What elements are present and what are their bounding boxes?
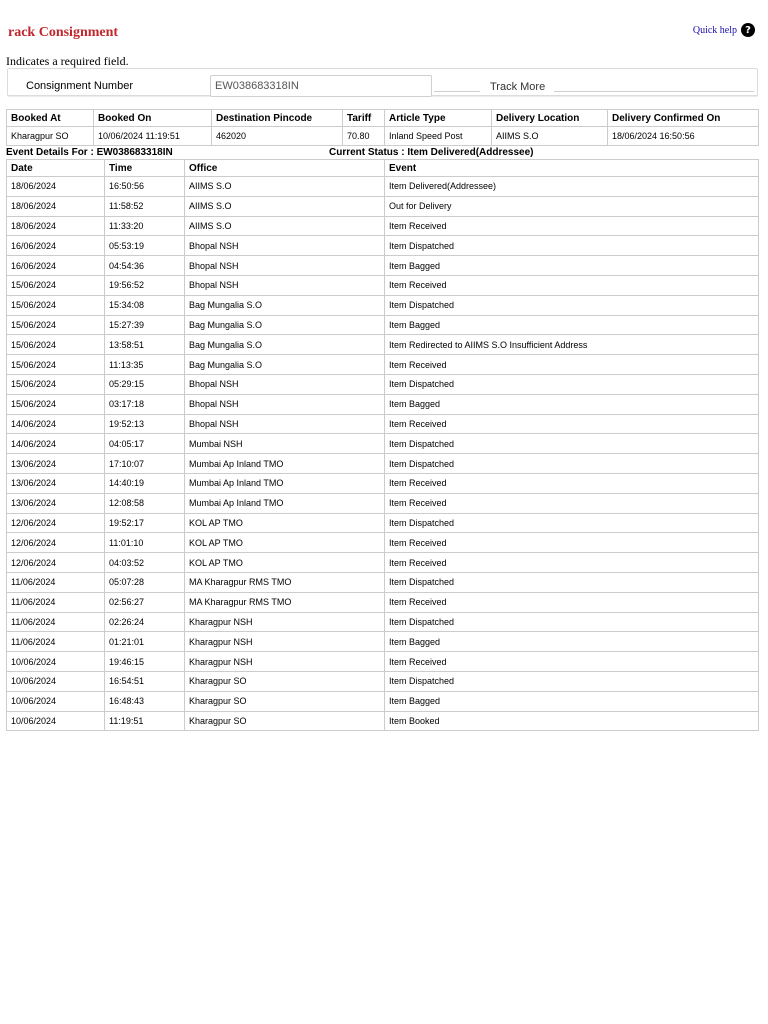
booked-on-value: 10/06/2024 11:19:51 [94,127,212,146]
event-office-cell: Kharagpur NSH [185,632,385,652]
event-date-cell: 13/06/2024 [7,454,105,474]
event-description-cell: Item Received [385,275,759,295]
event-header: Event [385,160,759,177]
event-office-cell: Kharagpur NSH [185,652,385,672]
event-time-cell: 03:17:18 [105,394,185,414]
event-office-cell: Kharagpur NSH [185,612,385,632]
event-date-cell: 15/06/2024 [7,315,105,335]
event-description-cell: Item Dispatched [385,374,759,394]
event-date-cell: 11/06/2024 [7,572,105,592]
event-time-cell: 01:21:01 [105,632,185,652]
event-time-cell: 15:34:08 [105,295,185,315]
event-description-cell: Item Bagged [385,256,759,276]
event-description-cell: Item Dispatched [385,513,759,533]
table-row [7,592,759,612]
event-date-cell: 11/06/2024 [7,612,105,632]
consignment-number-label: Consignment Number [26,80,133,92]
booked-at-value: Kharagpur SO [7,127,94,146]
events-body [7,177,759,731]
event-office-cell: AIIMS S.O [185,216,385,236]
event-description-cell: Item Received [385,493,759,513]
table-row [7,553,759,573]
table-row [7,434,759,454]
event-description-cell: Item Dispatched [385,671,759,691]
consignment-number-input[interactable] [210,75,432,97]
table-row [7,533,759,553]
event-office-cell: MA Kharagpur RMS TMO [185,592,385,612]
event-description-cell: Item Dispatched [385,434,759,454]
event-description-cell: Item Received [385,216,759,236]
table-row [7,454,759,474]
event-description-cell: Item Received [385,592,759,612]
booked-on-header: Booked On [94,110,212,127]
event-time-cell: 11:19:51 [105,711,185,731]
divider-line [554,91,754,92]
table-row [7,335,759,355]
current-status-heading: Current Status : Item Delivered(Addressee) [329,147,534,158]
booking-header-row [7,110,759,127]
event-date-cell: 14/06/2024 [7,414,105,434]
event-description-cell: Item Received [385,553,759,573]
table-row [7,355,759,375]
destination-pincode-header: Destination Pincode [212,110,343,127]
event-date-cell: 15/06/2024 [7,335,105,355]
event-office-cell: AIIMS S.O [185,196,385,216]
booked-at-header: Booked At [7,110,94,127]
event-date-cell: 15/06/2024 [7,275,105,295]
search-panel [7,68,758,96]
event-time-cell: 16:54:51 [105,671,185,691]
event-time-cell: 02:56:27 [105,592,185,612]
event-description-cell: Item Dispatched [385,295,759,315]
track-more-link[interactable]: Track More [490,81,546,93]
table-row [7,671,759,691]
event-time-cell: 16:48:43 [105,691,185,711]
event-time-cell: 19:52:13 [105,414,185,434]
event-time-cell: 13:58:51 [105,335,185,355]
table-row [7,493,759,513]
table-row [7,691,759,711]
table-row [7,374,759,394]
event-office-cell: Bhopal NSH [185,414,385,434]
table-row [7,196,759,216]
event-date-cell: 15/06/2024 [7,355,105,375]
table-row [7,572,759,592]
event-time-cell: 16:50:56 [105,177,185,197]
delivery-confirmed-on-value: 18/06/2024 16:50:56 [608,127,759,146]
date-header: Date [7,160,105,177]
table-row [7,315,759,335]
table-row [7,295,759,315]
quick-help-link[interactable]: Quick help [692,24,737,36]
event-date-cell: 13/06/2024 [7,473,105,493]
event-office-cell: Mumbai Ap Inland TMO [185,493,385,513]
office-header: Office [185,160,385,177]
event-time-cell: 17:10:07 [105,454,185,474]
event-date-cell: 11/06/2024 [7,592,105,612]
event-time-cell: 11:58:52 [105,196,185,216]
tariff-header: Tariff [343,110,385,127]
table-row [7,414,759,434]
table-row [7,612,759,632]
quick-help [693,23,755,37]
table-row [7,513,759,533]
table-row [7,256,759,276]
event-date-cell: 12/06/2024 [7,513,105,533]
event-time-cell: 05:07:28 [105,572,185,592]
events-header-row [7,160,759,177]
event-date-cell: 10/06/2024 [7,711,105,731]
event-description-cell: Item Delivered(Addressee) [385,177,759,197]
events-table [6,159,759,731]
event-office-cell: MA Kharagpur RMS TMO [185,572,385,592]
event-date-cell: 18/06/2024 [7,196,105,216]
event-office-cell: Bhopal NSH [185,374,385,394]
event-time-cell: 11:13:35 [105,355,185,375]
table-row [7,652,759,672]
event-description-cell: Item Received [385,652,759,672]
event-date-cell: 10/06/2024 [7,671,105,691]
table-row [7,236,759,256]
event-description-cell: Item Received [385,533,759,553]
destination-pincode-value: 462020 [212,127,343,146]
table-row [7,394,759,414]
event-time-cell: 19:52:17 [105,513,185,533]
event-description-cell: Item Redirected to AIIMS S.O Insufficient Address [385,335,759,355]
delivery-location-header: Delivery Location [492,110,608,127]
delivery-location-value: AIIMS S.O [492,127,608,146]
event-description-cell: Item Booked [385,711,759,731]
event-description-cell: Item Received [385,355,759,375]
event-office-cell: KOL AP TMO [185,513,385,533]
event-office-cell: Kharagpur SO [185,711,385,731]
table-row [7,473,759,493]
event-time-cell: 04:54:36 [105,256,185,276]
event-time-cell: 12:08:58 [105,493,185,513]
event-office-cell: Bhopal NSH [185,236,385,256]
event-description-cell: Item Dispatched [385,236,759,256]
event-description-cell: Item Dispatched [385,612,759,632]
event-office-cell: Bag Mungalia S.O [185,335,385,355]
event-office-cell: KOL AP TMO [185,533,385,553]
event-date-cell: 13/06/2024 [7,493,105,513]
event-office-cell: Bhopal NSH [185,256,385,276]
event-description-cell: Item Bagged [385,394,759,414]
question-circle-icon[interactable]: ? [741,23,755,37]
event-date-cell: 10/06/2024 [7,652,105,672]
event-date-cell: 10/06/2024 [7,691,105,711]
event-time-cell: 19:46:15 [105,652,185,672]
event-office-cell: Bag Mungalia S.O [185,315,385,335]
event-details-heading: Event Details For : EW038683318IN [6,147,173,158]
event-time-cell: 02:26:24 [105,612,185,632]
event-description-cell: Item Bagged [385,315,759,335]
event-description-cell: Item Bagged [385,691,759,711]
event-date-cell: 18/06/2024 [7,216,105,236]
event-time-cell: 15:27:39 [105,315,185,335]
event-description-cell: Item Dispatched [385,572,759,592]
event-description-cell: Item Dispatched [385,454,759,474]
event-date-cell: 16/06/2024 [7,256,105,276]
required-field-note: Indicates a required field. [6,54,129,68]
event-date-cell: 15/06/2024 [7,374,105,394]
event-date-cell: 16/06/2024 [7,236,105,256]
table-row [7,177,759,197]
event-office-cell: Bhopal NSH [185,275,385,295]
event-date-cell: 15/06/2024 [7,394,105,414]
event-office-cell: Mumbai NSH [185,434,385,454]
divider-line [434,91,480,92]
event-office-cell: Bhopal NSH [185,394,385,414]
event-time-cell: 04:03:52 [105,553,185,573]
event-office-cell: Bag Mungalia S.O [185,355,385,375]
delivery-confirmed-on-header: Delivery Confirmed On [608,110,759,127]
event-date-cell: 14/06/2024 [7,434,105,454]
event-office-cell: Mumbai Ap Inland TMO [185,473,385,493]
article-type-header: Article Type [385,110,492,127]
event-date-cell: 12/06/2024 [7,533,105,553]
event-time-cell: 11:33:20 [105,216,185,236]
event-time-cell: 11:01:10 [105,533,185,553]
booking-details-table [6,109,759,146]
tariff-value: 70.80 [343,127,385,146]
event-office-cell: Kharagpur SO [185,691,385,711]
booking-values-row [7,127,759,146]
article-type-value: Inland Speed Post [385,127,492,146]
event-description-cell: Item Received [385,473,759,493]
event-office-cell: AIIMS S.O [185,177,385,197]
table-row [7,216,759,236]
table-row [7,275,759,295]
event-office-cell: Bag Mungalia S.O [185,295,385,315]
event-time-cell: 19:56:52 [105,275,185,295]
event-description-cell: Out for Delivery [385,196,759,216]
event-office-cell: Mumbai Ap Inland TMO [185,454,385,474]
event-office-cell: KOL AP TMO [185,553,385,573]
event-time-cell: 04:05:17 [105,434,185,454]
event-time-cell: 05:53:19 [105,236,185,256]
event-date-cell: 12/06/2024 [7,553,105,573]
table-row [7,632,759,652]
event-time-cell: 14:40:19 [105,473,185,493]
event-description-cell: Item Bagged [385,632,759,652]
table-row [7,711,759,731]
page-title: rack Consignment [8,25,119,40]
event-description-cell: Item Received [385,414,759,434]
time-header: Time [105,160,185,177]
event-date-cell: 18/06/2024 [7,177,105,197]
event-office-cell: Kharagpur SO [185,671,385,691]
event-date-cell: 11/06/2024 [7,632,105,652]
event-date-cell: 15/06/2024 [7,295,105,315]
event-time-cell: 05:29:15 [105,374,185,394]
